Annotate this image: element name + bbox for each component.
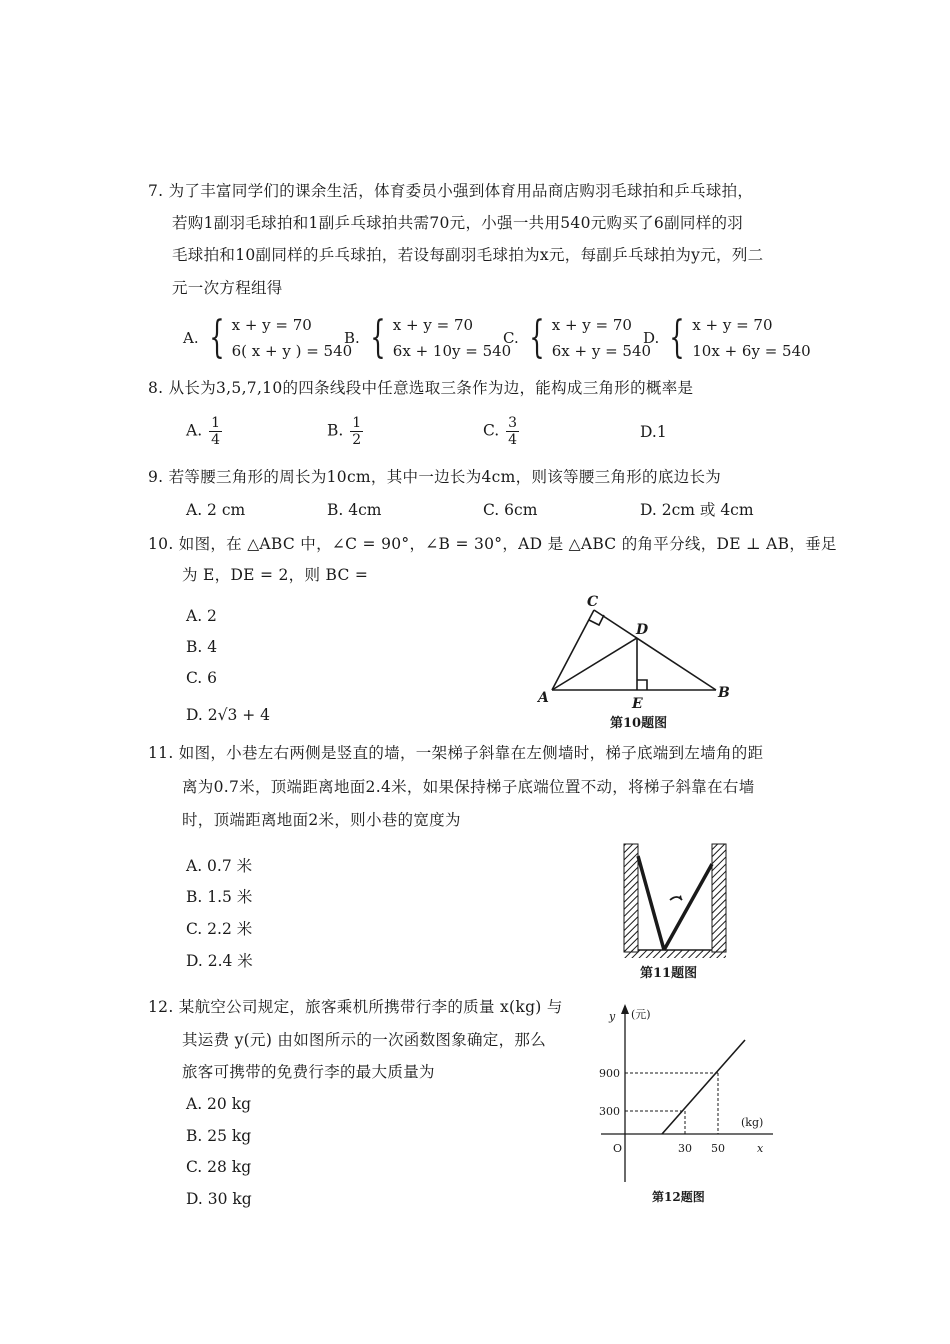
q10-option-b[interactable]: B. 4	[186, 638, 218, 656]
q11-figure-caption: 第11题图	[640, 966, 698, 981]
fraction-numerator: 3	[508, 415, 518, 431]
q12-option-d[interactable]: D. 30 kg	[186, 1190, 252, 1208]
q7-line-3: 毛球拍和10副同样的乒乓球拍，若设每副羽毛球拍为x元，每副乒乓球拍为y元，列二	[172, 246, 764, 264]
option-label: D.	[643, 329, 660, 347]
equation-2: 6x + y = 540	[551, 342, 652, 360]
q10-option-a[interactable]: A. 2	[186, 607, 217, 625]
q11-line-2: 离为0.7米，顶端距离地面2.4米，如果保持梯子底端位置不动，将梯子斜靠在右墙	[182, 778, 755, 796]
q9-option-a[interactable]: A. 2 cm	[186, 501, 246, 519]
brace-icon: {	[370, 312, 386, 363]
option-label: C.	[483, 421, 500, 440]
right-wall	[712, 844, 726, 952]
option-label: C.	[503, 329, 519, 347]
label-e: E	[632, 696, 643, 712]
option-label: B.	[344, 329, 360, 347]
equation-1: x + y = 70	[231, 316, 312, 334]
q11-alley-figure	[620, 842, 730, 960]
ladder-right	[664, 864, 712, 950]
equation-2: 10x + 6y = 540	[692, 342, 811, 360]
q12-line-2: 其运费 y(元) 由如图所示的一次函数图象确定，那么	[182, 1031, 547, 1049]
y-axis-arrow-icon	[621, 1004, 629, 1014]
y-tick-300: 300	[599, 1105, 620, 1118]
label-b: B	[718, 685, 730, 701]
q8-option-c[interactable]	[483, 415, 519, 448]
q7-option-b[interactable]	[344, 312, 511, 364]
brace-icon: {	[669, 312, 685, 363]
y-axis-unit: (元)	[631, 1008, 651, 1021]
q10-option-d[interactable]: D. 2√3 + 4	[186, 706, 271, 724]
equation-1: x + y = 70	[551, 316, 632, 334]
option-label: B.	[327, 421, 344, 440]
q10-figure-caption: 第10题图	[610, 716, 668, 731]
x-tick-30: 30	[678, 1142, 692, 1155]
q8-option-a[interactable]	[186, 415, 222, 448]
q11-option-c[interactable]: C. 2.2 米	[186, 920, 253, 938]
q12-function-graph	[595, 1002, 785, 1182]
y-tick-900: 900	[599, 1067, 620, 1080]
option-label: A.	[183, 329, 199, 347]
q7-line-1: 7. 为了丰富同学们的课余生活，体育委员小强到体育用品商店购羽毛球拍和乒乓球拍，	[148, 182, 754, 200]
side-cb	[594, 610, 716, 690]
left-wall	[624, 844, 638, 952]
q7-line-4: 元一次方程组得	[172, 279, 283, 297]
q10-line-2: 为 E，DE = 2，则 BC =	[182, 566, 369, 584]
q7-option-a[interactable]	[183, 312, 352, 364]
q8-line-1: 8. 从长为3,5,7,10的四条线段中任意选取三条作为边，能构成三角形的概率是	[148, 379, 694, 397]
equation-2: 6x + 10y = 540	[392, 342, 512, 360]
q12-option-b[interactable]: B. 25 kg	[186, 1127, 252, 1145]
fraction-denominator: 2	[352, 432, 362, 448]
q12-figure-caption: 第12题图	[652, 1190, 705, 1204]
q9-option-b[interactable]: B. 4cm	[327, 501, 382, 519]
option-label: D.	[640, 423, 657, 441]
label-c: C	[587, 594, 599, 610]
q8-option-b[interactable]	[327, 415, 363, 448]
q8-option-d[interactable]	[640, 421, 667, 443]
origin-label: O	[613, 1142, 623, 1155]
ladder-left	[638, 856, 664, 950]
q9-option-c[interactable]: C. 6cm	[483, 501, 538, 519]
q11-line-3: 时，顶端距离地面2米，则小巷的宽度为	[182, 811, 461, 829]
q10-line-1: 10. 如图，在 △ABC 中，∠C = 90°，∠B = 30°，AD 是 △ABC 的角平分线，DE ⊥ AB，垂足	[148, 535, 837, 553]
fraction-numerator: 1	[352, 415, 362, 431]
right-angle-e-icon	[637, 680, 647, 690]
q9-line-1: 9. 若等腰三角形的周长为10cm，其中一边长为4cm，则该等腰三角形的底边长为	[148, 468, 722, 486]
q7-line-2: 若购1副羽毛球拍和1副乒乓球拍共需70元，小强一共用540元购买了6副同样的羽	[172, 214, 744, 232]
fraction-numerator: 1	[211, 415, 220, 431]
label-d: D	[636, 622, 649, 638]
q11-option-d[interactable]: D. 2.4 米	[186, 952, 253, 970]
q7-option-d[interactable]	[643, 312, 811, 364]
q7-option-c[interactable]	[503, 312, 651, 364]
label-a: A	[538, 690, 549, 706]
option-value: 1	[656, 423, 667, 441]
q9-option-d[interactable]: D. 2cm 或 4cm	[640, 501, 754, 519]
q11-line-1: 11. 如图，小巷左右两侧是竖直的墙，一架梯子斜靠在左侧墙时，梯子底端到左墙角的距	[148, 744, 764, 762]
option-label: A.	[186, 421, 203, 440]
equation-2: 6( x + y ) = 540	[231, 342, 353, 360]
q12-line-1: 12. 某航空公司规定，旅客乘机所携带行李的质量 x(kg) 与	[148, 998, 563, 1016]
q11-option-b[interactable]: B. 1.5 米	[186, 888, 253, 906]
x-axis-unit: (kg)	[741, 1116, 764, 1129]
fraction-denominator: 4	[211, 432, 220, 448]
q11-option-a[interactable]: A. 0.7 米	[186, 857, 253, 875]
brace-icon: {	[208, 312, 225, 363]
q10-triangle-figure	[530, 592, 750, 732]
x-tick-50: 50	[711, 1142, 725, 1155]
ground	[624, 950, 726, 958]
fraction-denominator: 4	[508, 432, 518, 448]
brace-icon: {	[529, 312, 545, 363]
function-line	[662, 1040, 745, 1134]
y-axis-label: y	[609, 1010, 616, 1023]
q12-option-c[interactable]: C. 28 kg	[186, 1158, 252, 1176]
q12-option-a[interactable]: A. 20 kg	[186, 1095, 252, 1113]
x-axis-label: x	[757, 1142, 764, 1155]
equation-1: x + y = 70	[692, 316, 773, 334]
q10-option-c[interactable]: C. 6	[186, 669, 218, 687]
equation-1: x + y = 70	[392, 316, 474, 334]
q12-line-3: 旅客可携带的免费行李的最大质量为	[182, 1063, 435, 1081]
